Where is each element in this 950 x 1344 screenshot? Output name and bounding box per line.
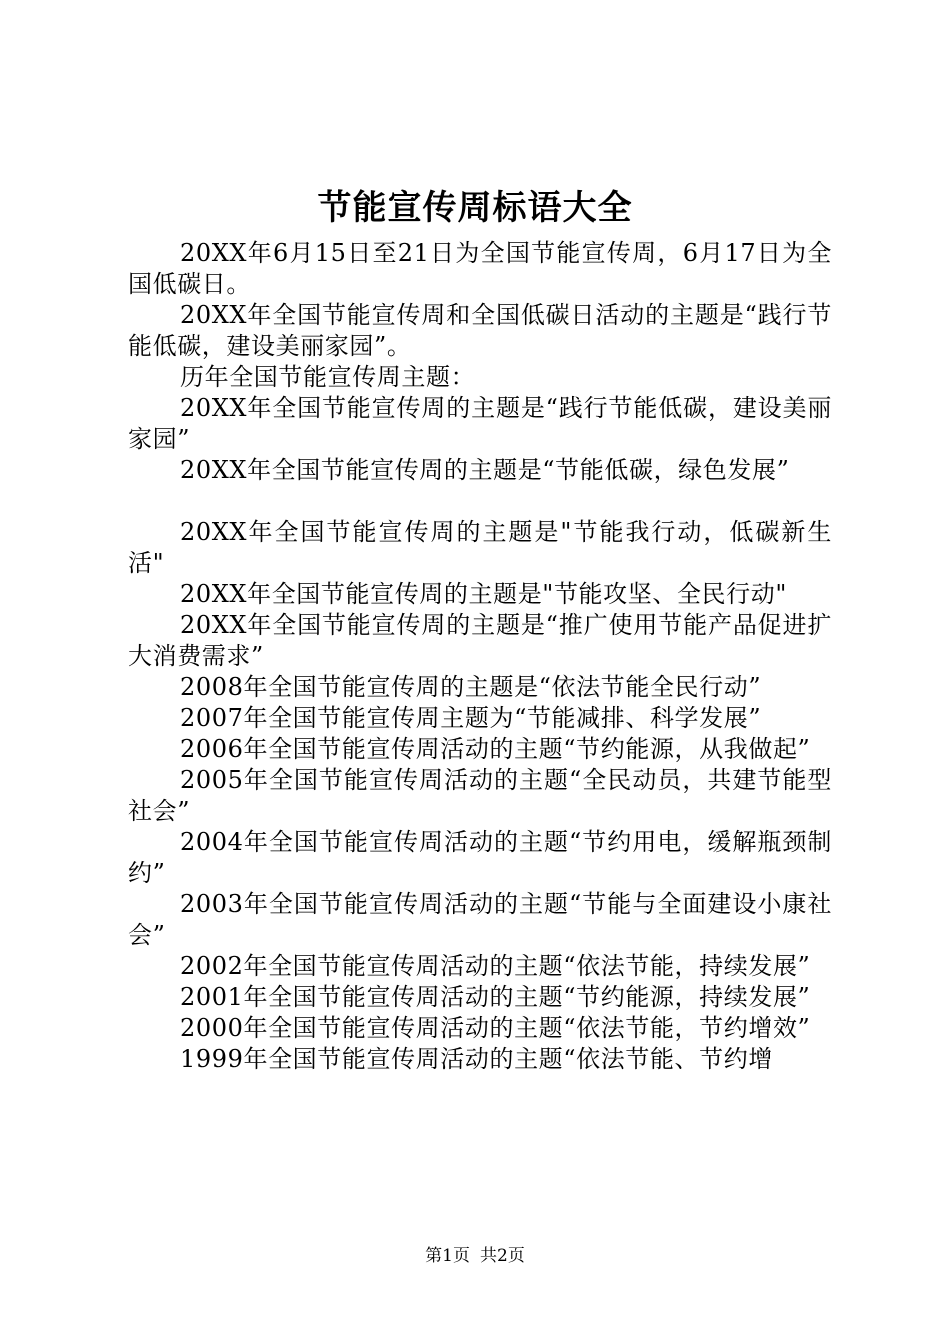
paragraph: 20XX年全国节能宣传周的主题是"节能攻坚、全民行动" (180, 580, 787, 608)
paragraph: 2002年全国节能宣传周活动的主题“依法节能，持续发展” (180, 952, 811, 980)
paragraph: 2001年全国节能宣传周活动的主题“节约能源，持续发展” (180, 983, 811, 1011)
paragraph: 2004年全国节能宣传周活动的主题“节约用电，缓解瓶颈制约” (128, 828, 832, 887)
paragraph: 20XX年全国节能宣传周的主题是"节能我行动，低碳新生活" (128, 518, 832, 577)
page-number: 第1页 (425, 1246, 470, 1266)
paragraph: 20XX年6月15日至21日为全国节能宣传周，6月17日为全国低碳日。 (128, 239, 832, 298)
paragraph: 1999年全国节能宣传周活动的主题“依法节能、节约增 (180, 1045, 773, 1073)
paragraph: 2005年全国节能宣传周活动的主题“全民动员，共建节能型社会” (128, 766, 832, 825)
document-title: 节能宣传周标语大全 (317, 188, 633, 228)
paragraph: 2000年全国节能宣传周活动的主题“依法节能，节约增效” (180, 1014, 811, 1042)
paragraph: 20XX年全国节能宣传周和全国低碳日活动的主题是“践行节能低碳，建设美丽家园”。 (128, 301, 832, 360)
paragraph: 2003年全国节能宣传周活动的主题“节能与全面建设小康社会” (128, 890, 832, 949)
paragraph: 2007年全国节能宣传周主题为“节能减排、科学发展” (180, 704, 762, 732)
page-total: 共2页 (480, 1246, 525, 1266)
blank-line (128, 486, 832, 517)
document-body (128, 238, 832, 1075)
paragraph: 2006年全国节能宣传周活动的主题“节约能源，从我做起” (180, 735, 811, 763)
paragraph: 2008年全国节能宣传周的主题是“依法节能全民行动” (180, 673, 762, 701)
paragraph: 20XX年全国节能宣传周的主题是“践行节能低碳，建设美丽家园” (128, 394, 832, 453)
paragraph: 20XX年全国节能宣传周的主题是“节能低碳，绿色发展” (180, 456, 790, 484)
paragraph: 20XX年全国节能宣传周的主题是“推广使用节能产品促进扩大消费需求” (128, 611, 832, 670)
paragraph: 历年全国节能宣传周主题： (180, 363, 476, 391)
page-footer (0, 1244, 950, 1268)
